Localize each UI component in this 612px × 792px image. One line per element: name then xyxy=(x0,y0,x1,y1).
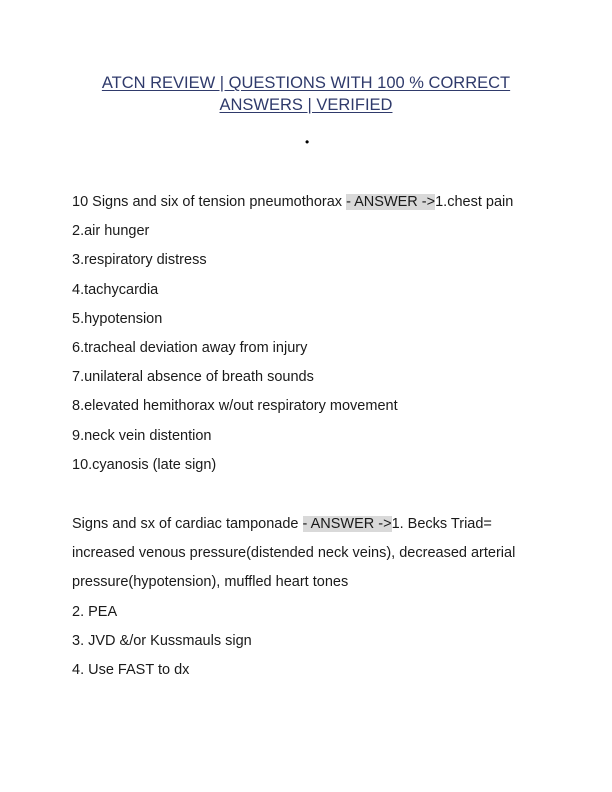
answer-line: 10.cyanosis (late sign) xyxy=(72,456,217,473)
answer-line: 8.elevated hemithorax w/out respiratory movement xyxy=(72,398,398,415)
question-line xyxy=(72,514,542,543)
answer-line: 4.tachycardia xyxy=(72,281,159,298)
answer-line: pressure(hypotension), muffled heart tones xyxy=(72,574,349,591)
question-text: Signs and sx of cardiac tamponade xyxy=(72,516,303,532)
answer-line: 2.air hunger xyxy=(72,223,150,240)
answer-line: 2. PEA xyxy=(72,603,118,620)
question-line xyxy=(72,192,542,221)
answer-tag: - ANSWER -> xyxy=(346,194,436,210)
title-separator-dot: • xyxy=(305,135,310,149)
answer-line: 9.neck vein distention xyxy=(72,427,212,444)
answer-line: 7.unilateral absence of breath sounds xyxy=(72,369,314,386)
answer-line: 5.hypotension xyxy=(72,310,163,327)
answer-line: 6.tracheal deviation away from injury xyxy=(72,339,308,356)
answer-line: increased venous pressure(distended neck veins), decreased arterial xyxy=(72,545,516,562)
qa-block-tension-pneumothorax xyxy=(72,192,542,484)
qa-block-cardiac-tamponade xyxy=(72,514,542,689)
answer-line: 4. Use FAST to dx xyxy=(72,661,190,678)
answer-line: 3.respiratory distress xyxy=(72,252,207,269)
answer-line: 3. JVD &/or Kussmauls sign xyxy=(72,632,252,649)
answer-text: 1.chest pain xyxy=(435,194,514,210)
answer-tag: - ANSWER -> xyxy=(302,516,392,532)
answer-text: 1. Becks Triad= xyxy=(391,516,492,532)
question-text: 10 Signs and six of tension pneumothorax xyxy=(72,194,347,210)
document-title: ATCN REVIEW | QUESTIONS WITH 100 % CORRECT ANSWERS | VERIFIED xyxy=(101,74,511,114)
